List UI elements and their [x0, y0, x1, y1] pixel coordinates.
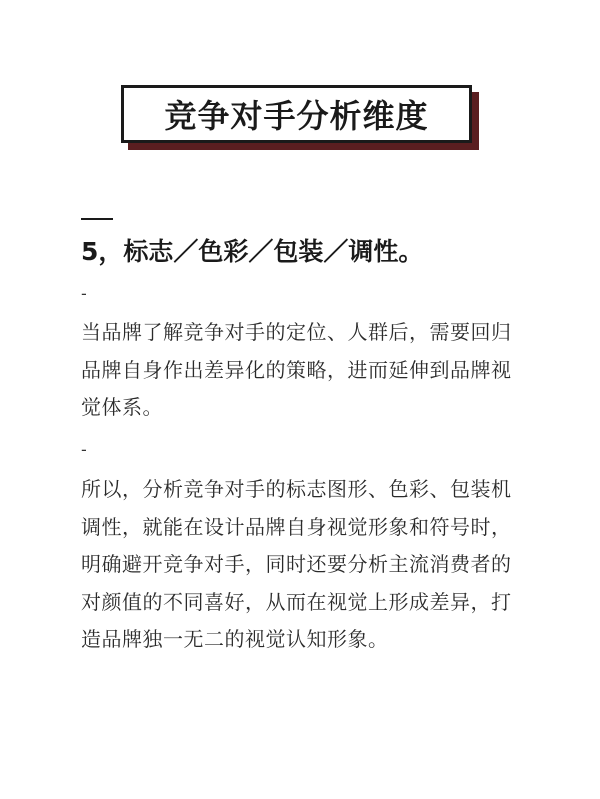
page-title: 竞争对手分析维度	[164, 97, 429, 135]
paragraph: 所以，分析竞争对手的标志图形、色彩、包装机调性，就能在设计品牌自身视觉形象和符号时，明确避开竞争对手，同时还要分析主流消费者的对颜值的不同喜好，从而在视觉上形成差异，打造品牌独一无二的视觉认知形象。	[81, 477, 512, 651]
paragraph: 当品牌了解竞争对手的定位、人群后，需要回归品牌自身作出差异化的策略，进而延伸到品牌视觉体系。	[81, 320, 512, 419]
separator-dash: -	[81, 440, 87, 459]
section-heading: 5，标志／色彩／包装／调性。	[81, 237, 424, 266]
title-block	[121, 85, 472, 143]
title-box	[121, 85, 472, 143]
heading-divider	[81, 218, 113, 220]
separator-dash: -	[81, 284, 87, 303]
